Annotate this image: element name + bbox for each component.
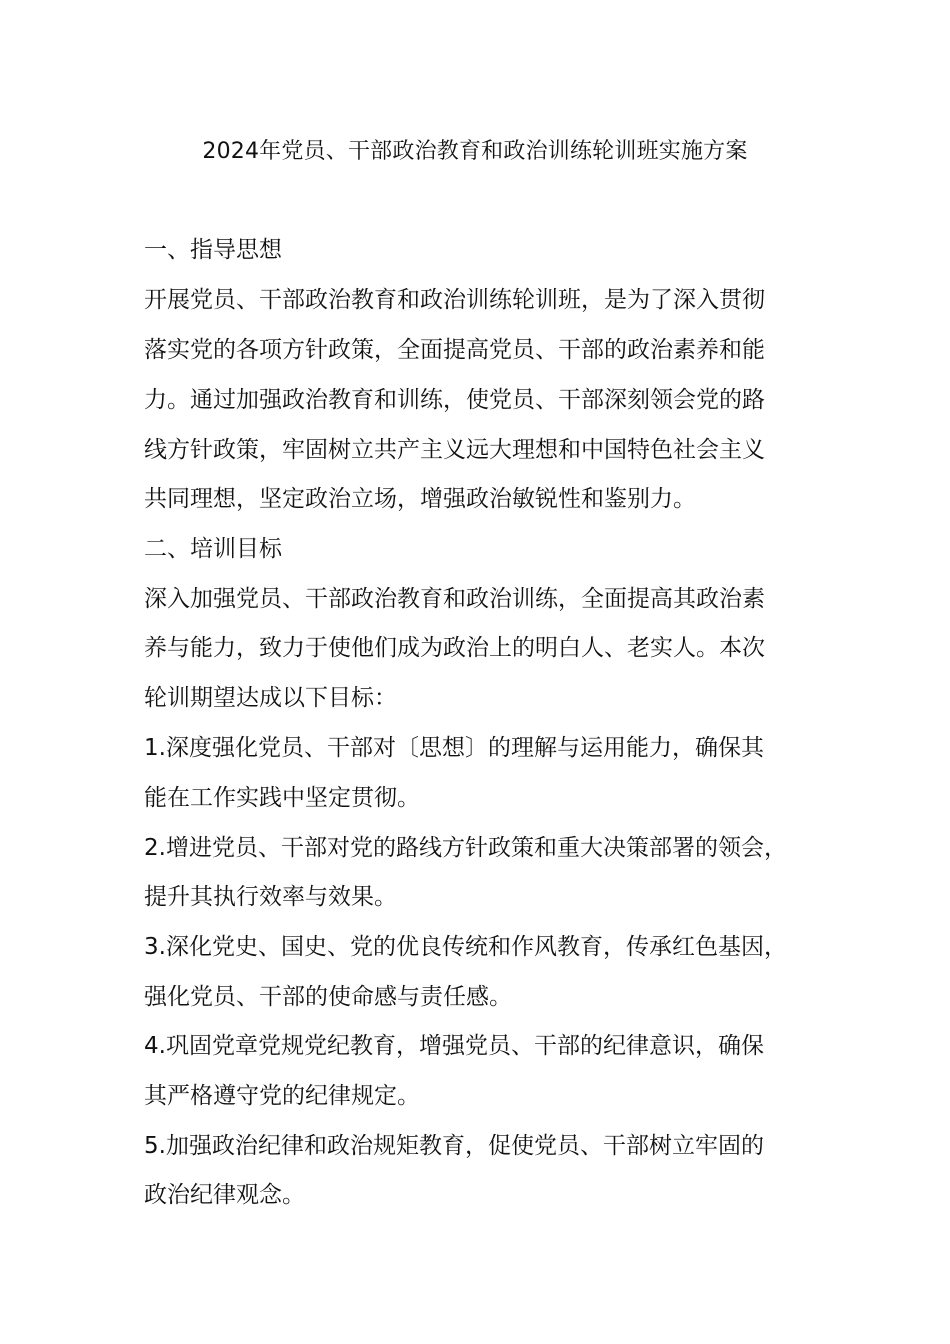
section-heading-training-goals: 二、培训目标: [144, 536, 282, 562]
goal-item-5: 5.加强政治纪律和政治规矩教育，促使党员、干部树立牢固的: [144, 1133, 764, 1159]
paragraph-line: 轮训期望达成以下目标：: [144, 685, 397, 711]
goal-item-4: 4.巩固党章党规党纪教育，增强党员、干部的纪律意识，确保: [144, 1033, 764, 1059]
goal-item-4-continued: 其严格遵守党的纪律规定。: [144, 1083, 420, 1109]
paragraph-line: 深入加强党员、干部政治教育和政治训练，全面提高其政治素: [144, 586, 765, 612]
goal-item-3-continued: 强化党员、干部的使命感与责任感。: [144, 984, 512, 1010]
paragraph-line: 开展党员、干部政治教育和政治训练轮训班，是为了深入贯彻: [144, 287, 765, 313]
goal-item-3: 3.深化党史、国史、党的优良传统和作风教育，传承红色基因，: [144, 934, 787, 960]
paragraph-line: 力。通过加强政治教育和训练，使党员、干部深刻领会党的路: [144, 387, 765, 413]
goal-item-5-continued: 政治纪律观念。: [144, 1182, 305, 1208]
paragraph-line: 养与能力，致力于使他们成为政治上的明白人、老实人。本次: [144, 635, 765, 661]
paragraph-line: 线方针政策，牢固树立共产主义远大理想和中国特色社会主义: [144, 437, 765, 463]
paragraph-line: 落实党的各项方针政策，全面提高党员、干部的政治素养和能: [144, 337, 765, 363]
paragraph-line: 共同理想，坚定政治立场，增强政治敏锐性和鉴别力。: [144, 486, 696, 512]
goal-item-1-continued: 能在工作实践中坚定贯彻。: [144, 785, 420, 811]
section-heading-guiding-ideology: 一、指导思想: [144, 237, 282, 263]
goal-item-2: 2.增进党员、干部对党的路线方针政策和重大决策部署的领会，: [144, 835, 787, 861]
document-title: 2024年党员、干部政治教育和政治训练轮训班实施方案: [202, 139, 748, 164]
goal-item-2-continued: 提升其执行效率与效果。: [144, 884, 397, 910]
goal-item-1: 1.深度强化党员、干部对〔思想〕的理解与运用能力，确保其: [144, 735, 764, 761]
